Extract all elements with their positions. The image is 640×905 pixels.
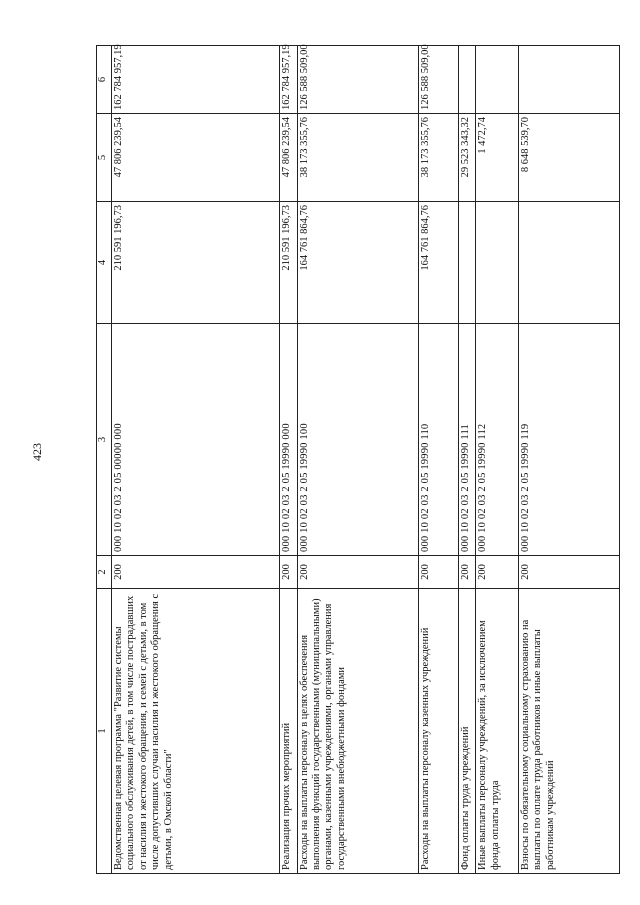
- row-name: Фонд оплаты труда учреждений: [459, 589, 476, 874]
- table-row: [476, 46, 519, 874]
- row-value-6: [476, 46, 519, 114]
- row-grbs: 200: [112, 556, 280, 589]
- row-value-4: 210 591 196,73: [280, 202, 297, 324]
- row-value-6: 162 784 957,19: [280, 46, 297, 114]
- row-value-5: 38 173 355,76: [297, 114, 418, 202]
- row-value-6: 126 588 509,00: [297, 46, 418, 114]
- table-row: [518, 46, 619, 874]
- row-value-4: 210 591 196,73: [112, 202, 280, 324]
- row-grbs: 200: [459, 556, 476, 589]
- row-name: Иные выплаты персоналу учреждений, за исключением фонда оплаты труда: [476, 589, 519, 874]
- row-value-4: [518, 202, 619, 324]
- header-col-1: 1: [97, 589, 112, 874]
- row-value-4: [476, 202, 519, 324]
- row-code: 000 10 02 03 2 05 19990 119: [518, 324, 619, 556]
- header-col-6: 6: [97, 46, 112, 114]
- row-code: 000 10 02 03 2 05 19990 110: [418, 324, 458, 556]
- row-value-6: 162 784 957,19: [112, 46, 280, 114]
- row-value-4: [459, 202, 476, 324]
- row-value-6: [518, 46, 619, 114]
- row-name: Реализация прочих мероприятий: [280, 589, 297, 874]
- row-value-5: 29 523 343,32: [459, 114, 476, 202]
- row-name: Ведомственная целевая программа "Развитие системы социального обслуживания детей, в том числе пострадавших от насилия и жестокого обращения, и семей с детьми, в том числе допустивших случаи насилия и жестокого обращения с детьми, в Омской области": [112, 589, 280, 874]
- row-value-5: 1 472,74: [476, 114, 519, 202]
- header-col-2: 2: [97, 556, 112, 589]
- table-header-row: [97, 46, 112, 874]
- row-value-4: 164 761 864,76: [297, 202, 418, 324]
- table-row: [297, 46, 418, 874]
- row-grbs: 200: [418, 556, 458, 589]
- row-name: Взносы по обязательному социальному страхованию на выплаты по оплате труда работников и иные выплаты работникам учреждений: [518, 589, 619, 874]
- row-grbs: 200: [297, 556, 418, 589]
- row-code: 000 10 02 03 2 05 00000 000: [112, 324, 280, 556]
- budget-table-container: [96, 46, 620, 874]
- header-col-3: 3: [97, 324, 112, 556]
- row-code: 000 10 02 03 2 05 19990 111: [459, 324, 476, 556]
- row-value-6: [459, 46, 476, 114]
- table-row: [418, 46, 458, 874]
- row-code: 000 10 02 03 2 05 19990 000: [280, 324, 297, 556]
- table-row: [112, 46, 280, 874]
- table-row: [280, 46, 297, 874]
- row-code: 000 10 02 03 2 05 19990 112: [476, 324, 519, 556]
- row-code: 000 10 02 03 2 05 19990 100: [297, 324, 418, 556]
- header-col-4: 4: [97, 202, 112, 324]
- row-value-5: 47 806 239,54: [280, 114, 297, 202]
- row-value-5: 38 173 355,76: [418, 114, 458, 202]
- page-number: 423: [30, 443, 44, 461]
- row-value-5: 47 806 239,54: [112, 114, 280, 202]
- row-name: Расходы на выплаты персоналу казенных учреждений: [418, 589, 458, 874]
- row-grbs: 200: [280, 556, 297, 589]
- row-grbs: 200: [518, 556, 619, 589]
- row-value-5: 8 648 539,70: [518, 114, 619, 202]
- row-value-6: 126 588 509,00: [418, 46, 458, 114]
- row-grbs: 200: [476, 556, 519, 589]
- budget-table: [96, 45, 620, 874]
- header-col-5: 5: [97, 114, 112, 202]
- row-value-4: 164 761 864,76: [418, 202, 458, 324]
- row-name: Расходы на выплаты персоналу в целях обеспечения выполнения функций государственными (муниципальными) органами, казенными учреждениями, органами управления государственными внебюджетными фондами: [297, 589, 418, 874]
- table-row: [459, 46, 476, 874]
